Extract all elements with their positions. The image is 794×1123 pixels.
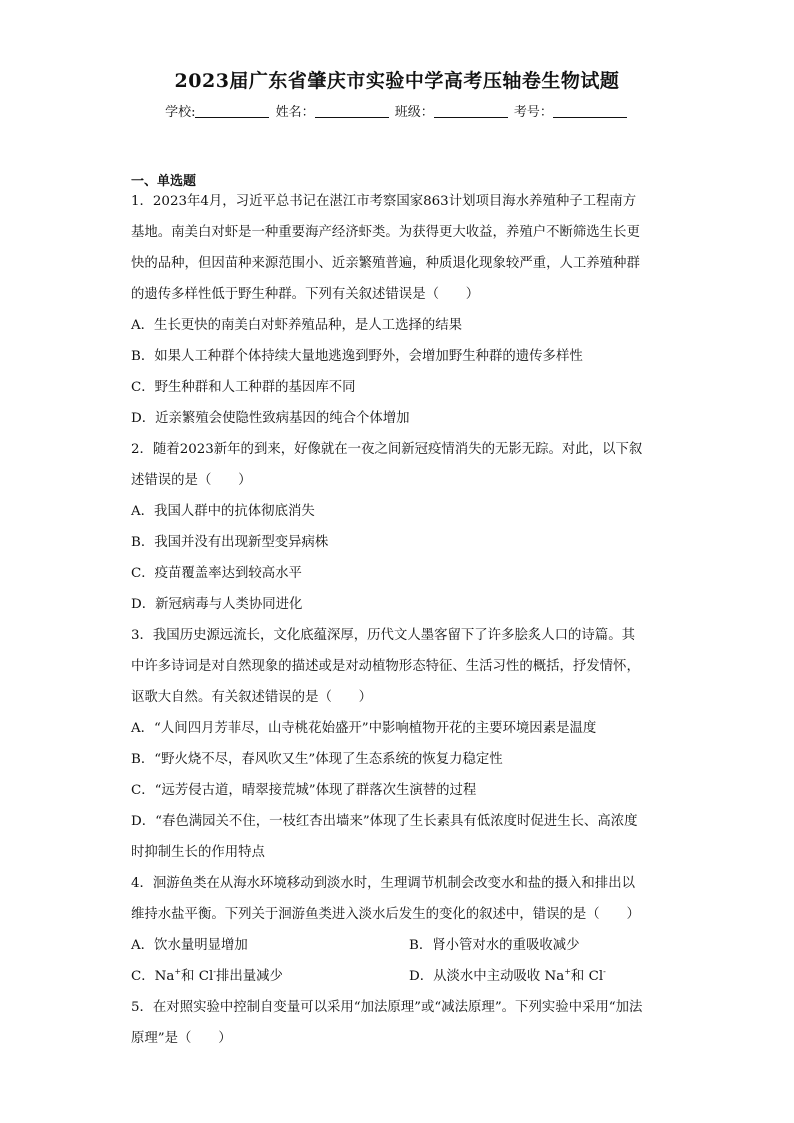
q1-stem-line: 快的品种，但因苗种来源范围小、近亲繁殖普遍，种质退化现象较严重，人工养殖种群 bbox=[131, 256, 640, 271]
q4-options-row bbox=[131, 936, 667, 967]
section-heading: 一、单选题 bbox=[131, 174, 197, 189]
class-label: 班级： bbox=[394, 105, 434, 120]
q1-option-c: C．野生种群和人工种群的基因库不同 bbox=[131, 380, 356, 395]
q1-stem-line: 基地。南美白对虾是一种重要海产经济虾类。为获得更大收益，养殖户不断筛选生长更 bbox=[131, 225, 640, 240]
q3-option-b: B．“野火烧不尽，春风吹又生”体现了生态系统的恢复力稳定性 bbox=[131, 752, 503, 767]
q4-stem-line: 4．洄游鱼类在从海水环境移动到淡水时，生理调节机制会改变水和盐的摄入和排出以 bbox=[131, 876, 635, 891]
student-info-row bbox=[0, 101, 794, 120]
q4-option-b: B．肾小管对水的重吸收减少 bbox=[409, 938, 580, 953]
q4-option-d: D．从淡水中主动吸收 Na+和 Cl- bbox=[409, 967, 606, 984]
q3-stem-line: 讴歌大自然。有关叙述错误的是（ ） bbox=[131, 690, 373, 705]
q1-option-a: A．生长更快的南美白对虾养殖品种，是人工选择的结果 bbox=[131, 318, 463, 333]
q3-option-c: C．“远芳侵古道，晴翠接荒城”体现了群落次生演替的过程 bbox=[131, 783, 477, 798]
q5-stem-line: 原理”是（ ） bbox=[131, 1031, 232, 1046]
school-label: 学校: bbox=[165, 105, 196, 120]
name-label: 姓名： bbox=[275, 105, 315, 120]
q1-option-b: B．如果人工种群个体持续大量地逃逸到野外，会增加野生种群的遗传多样性 bbox=[131, 349, 583, 364]
q2-option-a: A．我国人群中的抗体彻底消失 bbox=[131, 504, 315, 519]
page-title: 2023届广东省肇庆市实验中学高考压轴卷生物试题 bbox=[174, 70, 620, 92]
exam-number-label: 考号： bbox=[513, 105, 553, 120]
q4-options-row bbox=[131, 967, 667, 998]
name-blank bbox=[315, 104, 389, 118]
questions-body bbox=[131, 192, 667, 1060]
q4-option-c: C．Na+和 Cl-排出量减少 bbox=[131, 967, 283, 984]
class-blank bbox=[434, 104, 508, 118]
q1-stem-line: 1．2023年4月，习近平总书记在湛江市考察国家863计划项目海水养殖种子工程南方 bbox=[131, 194, 637, 209]
q2-option-d: D．新冠病毒与人类协同进化 bbox=[131, 597, 303, 612]
q4-stem-line: 维持水盐平衡。下列关于洄游鱼类进入淡水后发生的变化的叙述中，错误的是（ ） bbox=[131, 907, 640, 922]
q4-option-a: A．饮水量明显增加 bbox=[131, 938, 248, 953]
exam-number-blank bbox=[553, 104, 627, 118]
q3-stem-line: 中许多诗词是对自然现象的描述或是对动植物形态特征、生活习性的概括，抒发情怀， bbox=[131, 659, 640, 674]
q3-stem-line: 3．我国历史源远流长，文化底蕴深厚，历代文人墨客留下了许多脍炙人口的诗篇。其 bbox=[131, 628, 635, 643]
school-blank bbox=[195, 104, 269, 118]
q2-option-c: C．疫苗覆盖率达到较高水平 bbox=[131, 566, 302, 581]
q2-stem-line: 2．随着2023新年的到来，好像就在一夜之间新冠疫情消失的无影无踪。对此，以下叙 bbox=[131, 442, 643, 457]
q2-option-b: B．我国并没有出现新型变异病株 bbox=[131, 535, 329, 550]
q1-option-d: D．近亲繁殖会使隐性致病基因的纯合个体增加 bbox=[131, 411, 410, 426]
q3-option-d-continued: 时抑制生长的作用特点 bbox=[131, 845, 265, 860]
q5-stem-line: 5．在对照实验中控制自变量可以采用“加法原理”或“减法原理”。下列实验中采用“加法 bbox=[131, 1000, 643, 1015]
q2-stem-line: 述错误的是（ ） bbox=[131, 473, 252, 488]
q3-option-d: D．“春色满园关不住，一枝红杏出墙来”体现了生长素具有低浓度时促进生长、高浓度 bbox=[131, 814, 638, 829]
q3-option-a: A．“人间四月芳菲尽，山寺桃花始盛开”中影响植物开花的主要环境因素是温度 bbox=[131, 721, 597, 736]
q1-stem-line: 的遗传多样性低于野生种群。下列有关叙述错误是（ ） bbox=[131, 287, 480, 302]
